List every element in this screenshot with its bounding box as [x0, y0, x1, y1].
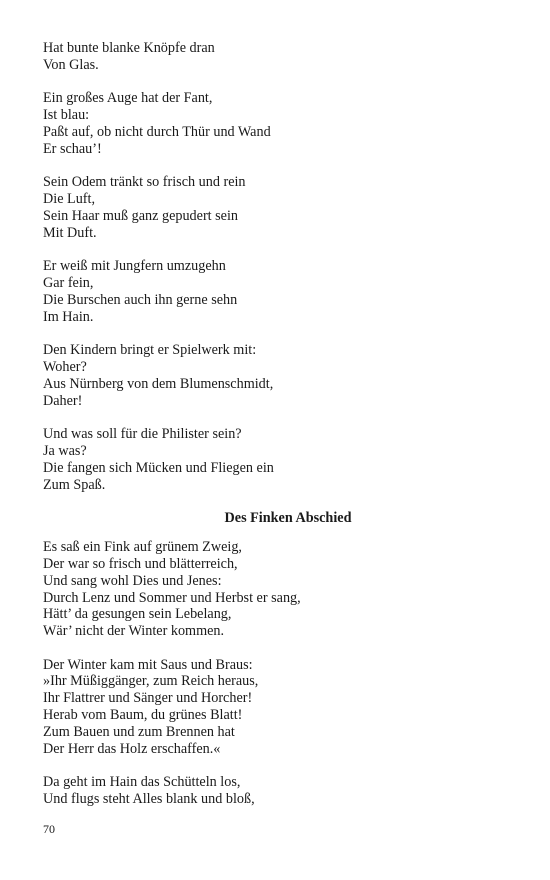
verse-line: Er weiß mit Jungfern umzugehn — [43, 258, 226, 275]
verse-line: Zum Spaß. — [43, 476, 106, 493]
verse-line: Im Hain. — [43, 308, 94, 325]
stanza — [43, 426, 513, 493]
verse-line: Zum Bauen und zum Brennen hat — [43, 723, 235, 740]
verse-line: Und flugs steht Alles blank und bloß, — [43, 791, 255, 808]
verse-line: Ist blau: — [43, 107, 90, 124]
stanza — [43, 342, 513, 409]
verse-line: Daher! — [43, 392, 83, 409]
verse-line: Er schau’! — [43, 140, 102, 157]
verse-line: Und sang wohl Dies und Jenes: — [43, 572, 222, 589]
verse-line: Herab vom Baum, du grünes Blatt! — [43, 707, 243, 724]
poem-des-finken-abschied — [43, 539, 513, 808]
verse-line: Die fangen sich Mücken und Fliegen ein — [43, 459, 274, 476]
page-number: 70 — [43, 822, 55, 836]
verse-line: Gar fein, — [43, 275, 94, 292]
verse-line: »Ihr Müßiggänger, zum Reich heraus, — [43, 673, 259, 690]
verse-line: Die Burschen auch ihn gerne sehn — [43, 291, 238, 308]
verse-line: Der war so frisch und blätterreich, — [43, 555, 238, 572]
stanza — [43, 539, 513, 640]
verse-line: Woher? — [43, 359, 87, 376]
stanza — [43, 90, 513, 157]
verse-line: Hätt’ da gesungen sein Lebelang, — [43, 606, 232, 623]
verse-line: Ja was? — [43, 443, 87, 460]
stanza — [43, 258, 513, 325]
verse-line: Von Glas. — [43, 56, 99, 73]
stanza — [43, 174, 513, 241]
verse-line: Und was soll für die Philister sein? — [43, 426, 242, 443]
page-text — [43, 40, 513, 825]
verse-line: Wär’ nicht der Winter kommen. — [43, 623, 225, 640]
verse-line: Der Winter kam mit Saus und Braus: — [43, 656, 253, 673]
verse-line: Der Herr das Holz erschaffen.« — [43, 740, 221, 757]
verse-line: Durch Lenz und Sommer und Herbst er sang, — [43, 589, 301, 606]
verse-line: Da geht im Hain das Schütteln los, — [43, 774, 241, 791]
verse-line: Ihr Flattrer und Sänger und Horcher! — [43, 690, 253, 707]
verse-line: Sein Odem tränkt so frisch und rein — [43, 174, 246, 191]
verse-line: Mit Duft. — [43, 224, 97, 241]
verse-line: Sein Haar muß ganz gepudert sein — [43, 207, 239, 224]
verse-line: Den Kindern bringt er Spielwerk mit: — [43, 342, 257, 359]
stanza — [43, 657, 513, 758]
verse-line: Hat bunte blanke Knöpfe dran — [43, 40, 215, 56]
poem-title: Des Finken Abschied — [224, 510, 352, 527]
stanza — [43, 40, 513, 74]
poem-continuation — [43, 40, 513, 494]
verse-line: Die Luft, — [43, 191, 96, 208]
stanza — [43, 774, 513, 808]
verse-line: Es saß ein Fink auf grünem Zweig, — [43, 539, 242, 556]
verse-line: Aus Nürnberg von dem Blumenschmidt, — [43, 375, 274, 392]
verse-line: Paßt auf, ob nicht durch Thür und Wand — [43, 123, 271, 140]
verse-line: Ein großes Auge hat der Fant, — [43, 90, 213, 107]
